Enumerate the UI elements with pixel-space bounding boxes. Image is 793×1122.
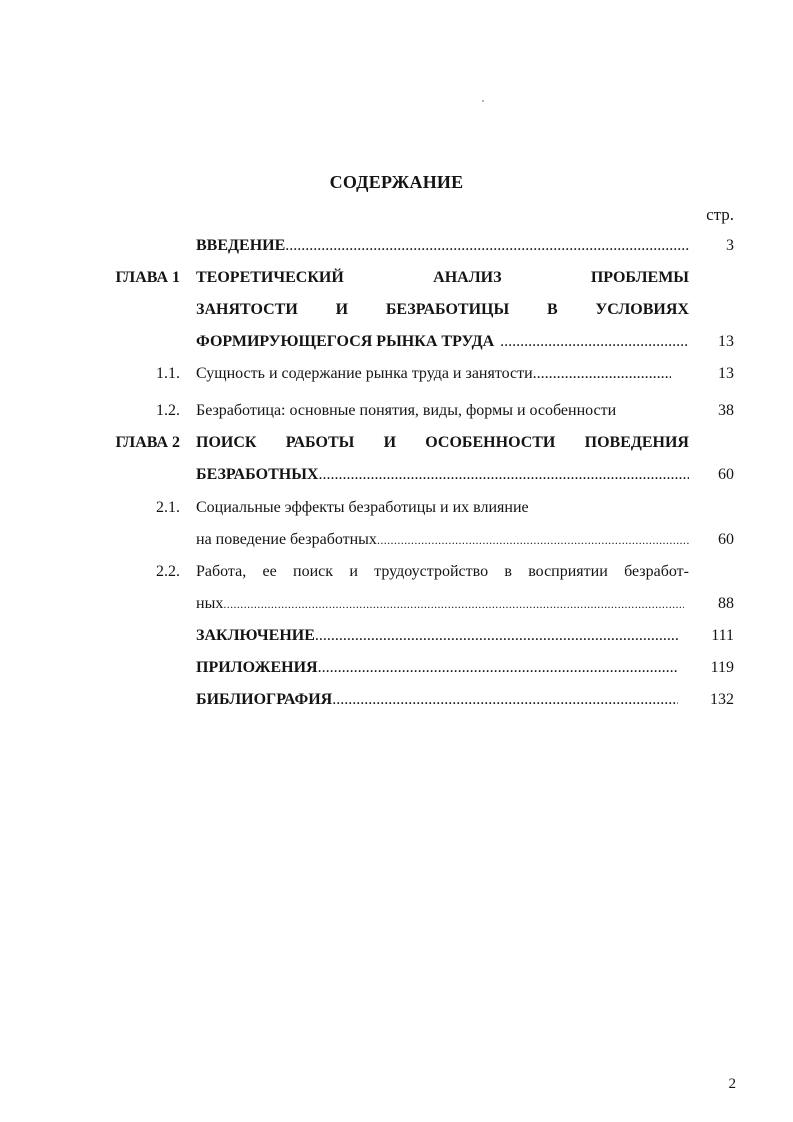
section-number: 2.1. xyxy=(156,499,180,516)
toc-entry-conclusion[interactable] xyxy=(196,624,678,648)
title-word: И xyxy=(383,434,397,451)
toc-page-number: 60 xyxy=(718,531,734,548)
chapter-1-label: ГЛАВА 1 xyxy=(115,269,180,286)
page-title: СОДЕРЖАНИЕ xyxy=(329,172,464,192)
title-word: восприятии xyxy=(528,563,608,580)
toc-page-number: 132 xyxy=(710,691,734,708)
title-word: РАБОТЫ xyxy=(285,434,355,451)
title-word: УСЛОВИЯХ xyxy=(595,301,689,318)
chapter-1-title-line-2[interactable] xyxy=(196,298,689,322)
title-word: Работа, xyxy=(196,563,247,580)
title-word: В xyxy=(546,301,558,318)
title-word: ТЕОРЕТИЧЕСКИЙ xyxy=(196,269,344,286)
title-word: БЕЗРАБОТИЦЫ xyxy=(385,301,510,318)
leader-dots xyxy=(285,234,689,258)
scan-speck xyxy=(482,100,484,102)
toc-entry-text: ВВЕДЕНИЕ xyxy=(196,237,286,254)
title-word: ПОИСК xyxy=(196,434,257,451)
leader-dots xyxy=(315,624,678,648)
title-word: ПРОБЛЕМЫ xyxy=(590,269,689,286)
toc-entry-section-1-1[interactable] xyxy=(196,362,671,386)
toc-entry-appendices[interactable] xyxy=(196,656,678,680)
toc-entry-text: БЕЗРАБОТНЫХ xyxy=(196,466,319,483)
chapter-2-title-line-1[interactable] xyxy=(196,431,689,455)
toc-page-number: 60 xyxy=(718,466,734,483)
chapter-2-title-line-2[interactable] xyxy=(196,463,689,487)
title-word: трудоустройство xyxy=(374,563,489,580)
toc-entry-text: ных xyxy=(196,595,224,612)
leader-dots xyxy=(318,463,689,487)
title-word: ОСОБЕННОСТИ xyxy=(425,434,556,451)
section-number: 1.1. xyxy=(156,365,180,382)
toc-entry-section-2-2-line-1[interactable] xyxy=(196,560,689,584)
chapter-2-label: ГЛАВА 2 xyxy=(115,434,180,451)
toc-entry-section-1-2[interactable]: Безработица: основные понятия, виды, формы и особенности xyxy=(196,402,617,419)
title-word: в xyxy=(504,563,512,580)
toc-page-number: 13 xyxy=(718,333,734,350)
toc-entry-text: ЗАКЛЮЧЕНИЕ xyxy=(196,627,315,644)
title-word: безработ- xyxy=(624,563,689,580)
toc-entry-text: ФОРМИРУЮЩЕГОСЯ РЫНКА ТРУДА xyxy=(196,333,495,350)
leader-dots xyxy=(318,656,678,680)
title-word: ЗАНЯТОСТИ xyxy=(196,301,298,318)
toc-entry-text: Сущность и содержание рынка труда и занятости xyxy=(196,365,533,382)
title-word: АНАЛИЗ xyxy=(433,269,502,286)
toc-page-number: 88 xyxy=(718,595,734,612)
toc-entry-text: ПРИЛОЖЕНИЯ xyxy=(196,659,318,676)
toc-page-number: 119 xyxy=(710,659,734,676)
toc-entry-section-2-1-line-2[interactable] xyxy=(196,528,689,552)
toc-page-number: 38 xyxy=(718,402,734,419)
toc-entry-text: на поведение безработных xyxy=(196,531,377,548)
toc-entry-section-2-2-line-2[interactable] xyxy=(196,592,684,616)
toc-entry-text: БИБЛИОГРАФИЯ xyxy=(196,691,333,708)
title-word: поиск xyxy=(293,563,334,580)
page-number-footer: 2 xyxy=(728,1076,736,1092)
title-word: ПОВЕДЕНИЯ xyxy=(584,434,689,451)
toc-entry-bibliography[interactable] xyxy=(196,688,678,712)
title-word: и xyxy=(349,563,358,580)
leader-dots xyxy=(377,528,689,552)
title-word: И xyxy=(335,301,349,318)
title-word: ее xyxy=(262,563,277,580)
section-number: 2.2. xyxy=(156,563,180,580)
toc-page-number: 3 xyxy=(726,237,734,254)
toc-page-number: 13 xyxy=(718,365,734,382)
section-number: 1.2. xyxy=(156,402,180,419)
toc-page-number: 111 xyxy=(711,627,734,644)
pages-column-header: стр. xyxy=(706,205,734,224)
leader-dots xyxy=(494,330,689,354)
toc-entry-section-2-1-line-1[interactable]: Социальные эффекты безработицы и их влияние xyxy=(196,499,529,516)
toc-entry-intro[interactable] xyxy=(196,234,689,258)
chapter-1-title-line-3[interactable] xyxy=(196,330,689,354)
leader-dots xyxy=(223,592,684,616)
leader-dots xyxy=(533,362,671,386)
chapter-1-title-line-1[interactable] xyxy=(196,266,689,290)
leader-dots xyxy=(332,688,678,712)
